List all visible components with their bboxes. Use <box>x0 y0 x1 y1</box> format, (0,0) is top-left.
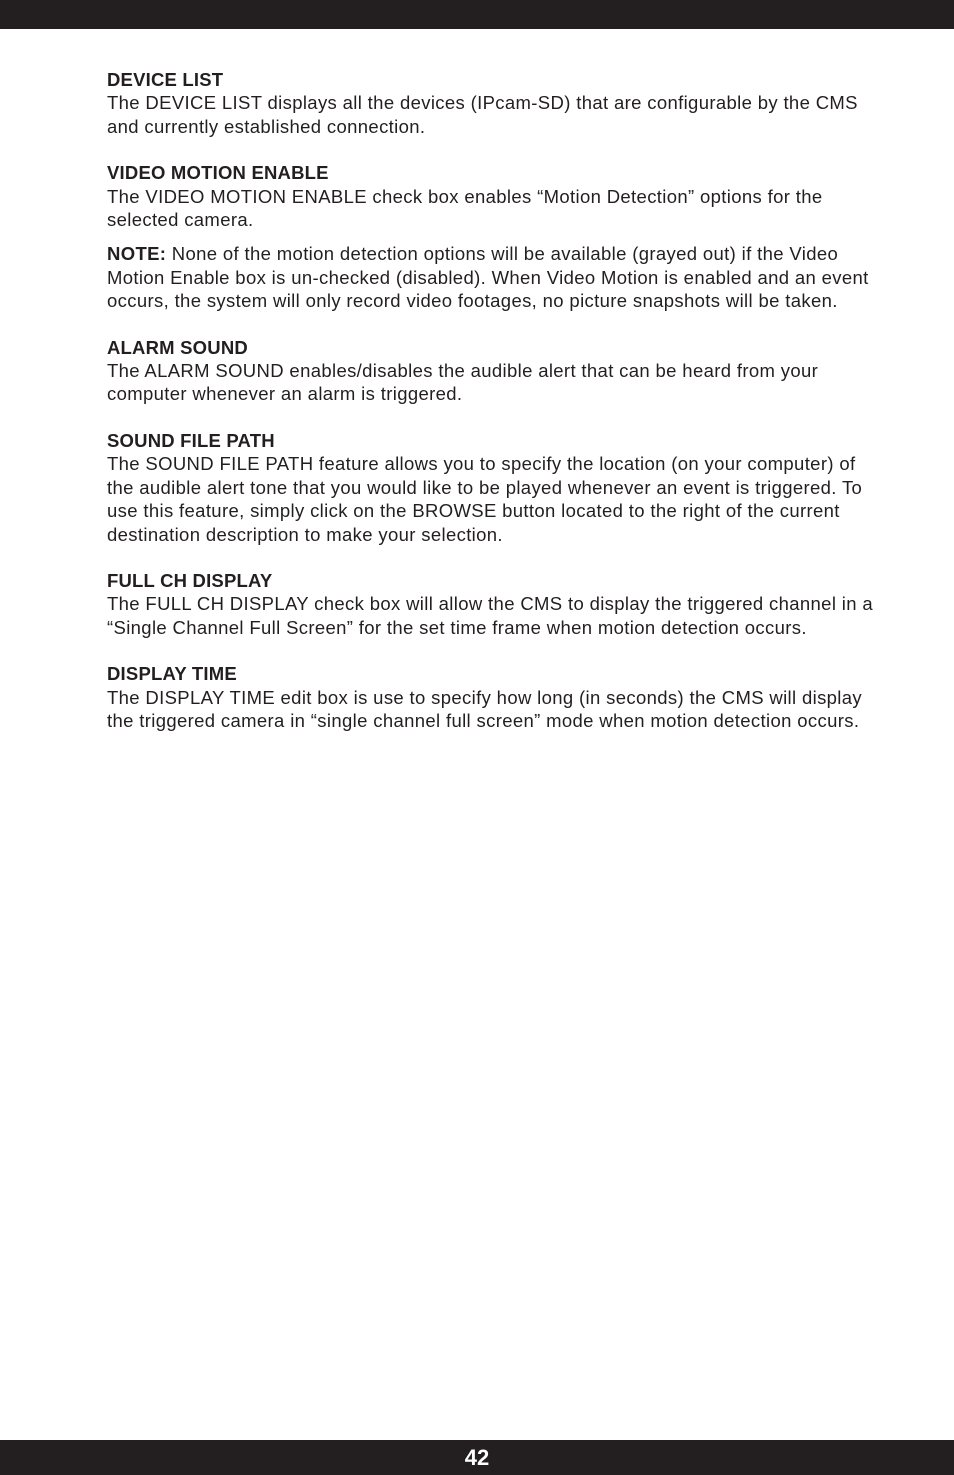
note-label: NOTE: <box>107 243 167 265</box>
section-heading: VIDEO MOTION ENABLE <box>107 162 329 184</box>
section-video-motion-enable <box>107 161 877 231</box>
section-text: The ALARM SOUND enables/disables the audible alert that can be heard from your computer whenever an alarm is triggered. <box>107 360 819 405</box>
top-bar <box>0 0 954 29</box>
section-device-list <box>107 68 877 138</box>
section-text: The VIDEO MOTION ENABLE check box enables “Motion Detection” options for the selected camera. <box>107 185 823 231</box>
section-text: The DISPLAY TIME edit box is use to specify how long (in seconds) the CMS will display the triggered camera in “single channel full screen” mode when motion detection occurs. <box>107 686 863 731</box>
section-heading: SOUND FILE PATH <box>107 429 275 451</box>
section-heading: FULL CH DISPLAY <box>107 569 273 591</box>
section-heading: DISPLAY TIME <box>107 663 237 685</box>
section-heading: DEVICE LIST <box>107 69 224 90</box>
note-paragraph <box>107 242 877 312</box>
section-sound-file-path <box>107 429 877 546</box>
section-note <box>107 242 877 312</box>
footer-bar <box>0 1440 954 1475</box>
section-text: The DEVICE LIST displays all the devices (IPcam-SD) that are configurable by the CMS and currently established connection. <box>107 92 858 137</box>
page-content <box>107 68 877 755</box>
section-text: The SOUND FILE PATH feature allows you to specify the location (on your computer) of the audible alert tone that you would like to be played whenever an event is triggered. To use this feature, simply click on the BROWSE button located to the right of the current destination description to make your selection. <box>107 453 863 545</box>
page-number: 42 <box>464 1444 490 1470</box>
note-text: None of the motion detection options will be available (grayed out) if the Video Motion Enable box is un-checked (disabled). When Video Motion is enabled and an event occurs, the system will only record video footages, no picture snapshots will be taken. <box>107 243 869 312</box>
section-full-ch-display <box>107 569 877 639</box>
section-heading: ALARM SOUND <box>107 336 248 358</box>
section-alarm-sound <box>107 336 877 406</box>
section-text: The FULL CH DISPLAY check box will allow the CMS to display the triggered channel in a “Single Channel Full Screen” for the set time frame when motion detection occurs. <box>107 593 873 638</box>
section-display-time <box>107 662 877 732</box>
